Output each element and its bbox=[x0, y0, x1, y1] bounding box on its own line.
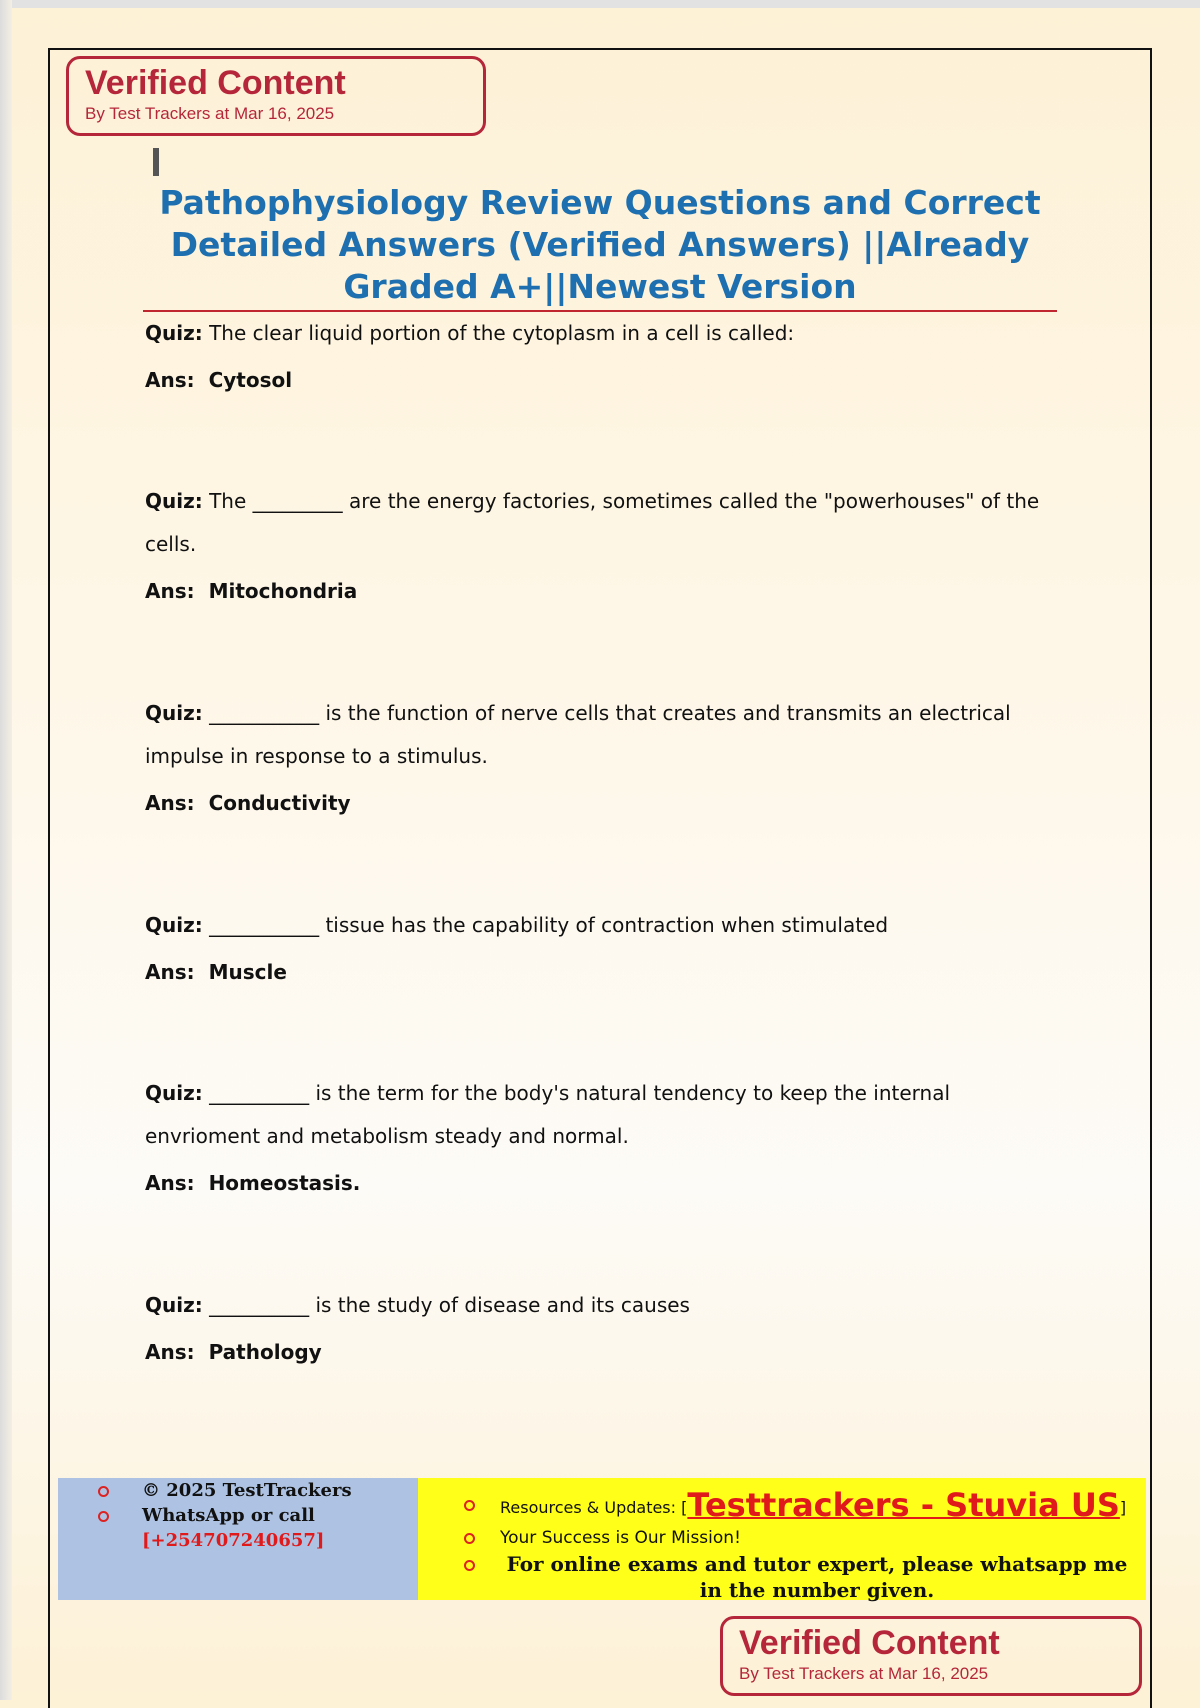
mission-line bbox=[464, 1525, 1134, 1551]
quiz-question bbox=[145, 1072, 1045, 1158]
qa-item bbox=[145, 480, 1045, 606]
answer bbox=[145, 788, 1045, 818]
footer-contact-panel bbox=[58, 1478, 418, 1600]
question-text: The clear liquid portion of the cytoplasm in a cell is called: bbox=[209, 321, 795, 345]
tutor-line bbox=[464, 1551, 1134, 1603]
phone-number[interactable]: [+254707240657] bbox=[142, 1530, 325, 1551]
answer-text: Conductivity bbox=[208, 791, 351, 815]
question-text: __________ is the study of disease and its causes bbox=[209, 1293, 690, 1317]
ans-label: Ans: bbox=[145, 1340, 195, 1364]
resources-label: Resources & Updates: [ bbox=[500, 1498, 688, 1517]
bullet-circle-icon bbox=[464, 1560, 475, 1571]
answer bbox=[145, 1168, 1045, 1198]
text-cursor-icon bbox=[153, 148, 159, 176]
quiz-label: Quiz: bbox=[145, 321, 203, 345]
quiz-question bbox=[145, 480, 1045, 566]
stamp-subtitle: By Test Trackers at Mar 16, 2025 bbox=[85, 104, 335, 123]
stamp-title: Verified Content bbox=[739, 1624, 1000, 1662]
footer-resources-panel bbox=[418, 1478, 1146, 1600]
quiz-question bbox=[145, 312, 1045, 355]
tutor-text: For online exams and tutor expert, please whatsapp me in the number given. bbox=[506, 1552, 1128, 1602]
copyright-text: © 2025 TestTrackers bbox=[142, 1480, 352, 1501]
answer bbox=[145, 957, 1045, 987]
whatsapp-line bbox=[98, 1503, 352, 1528]
quiz-label: Quiz: bbox=[145, 701, 203, 725]
ans-label: Ans: bbox=[145, 579, 195, 603]
quiz-question bbox=[145, 692, 1045, 778]
verified-stamp-top bbox=[66, 56, 486, 136]
stamp-subtitle: By Test Trackers at Mar 16, 2025 bbox=[739, 1664, 989, 1683]
stamp-title: Verified Content bbox=[85, 64, 346, 102]
qa-item bbox=[145, 692, 1045, 818]
bullet-circle-icon bbox=[464, 1533, 475, 1544]
bullet-circle-icon bbox=[98, 1486, 109, 1497]
question-text: ___________ tissue has the capability of contraction when stimulated bbox=[209, 913, 889, 937]
quiz-label: Quiz: bbox=[145, 489, 203, 513]
resources-close: ] bbox=[1119, 1498, 1127, 1517]
whatsapp-label: WhatsApp or call bbox=[142, 1505, 315, 1526]
quiz-question bbox=[145, 904, 1045, 947]
viewer-top-edge bbox=[0, 0, 1200, 8]
question-text: The _________ are the energy factories, sometimes called the "powerhouses" of the cells. bbox=[145, 489, 1040, 556]
copyright-line bbox=[98, 1478, 352, 1503]
stuvia-link[interactable]: Testtrackers - Stuvia US bbox=[687, 1486, 1120, 1524]
answer-text: Muscle bbox=[208, 960, 287, 984]
quiz-label: Quiz: bbox=[145, 1293, 203, 1317]
quiz-label: Quiz: bbox=[145, 913, 203, 937]
resources-line bbox=[464, 1488, 1134, 1525]
mission-text: Your Success is Our Mission! bbox=[500, 1528, 741, 1548]
document-title: Pathophysiology Review Questions and Correct Detailed Answers (Verified Answers) ||Already Graded A+||Newest Version bbox=[159, 183, 1041, 306]
answer-text: Homeostasis. bbox=[208, 1171, 361, 1195]
ans-label: Ans: bbox=[145, 1171, 195, 1195]
quiz-question bbox=[145, 1284, 1045, 1327]
phone-line[interactable] bbox=[98, 1528, 352, 1553]
answer bbox=[145, 576, 1045, 606]
question-text: __________ is the term for the body's natural tendency to keep the internal envrioment and metabolism steady and normal. bbox=[145, 1081, 951, 1148]
bullet-circle-icon bbox=[98, 1511, 109, 1522]
answer-text: Cytosol bbox=[208, 368, 293, 392]
answer-text: Pathology bbox=[208, 1340, 322, 1364]
bullet-circle-icon bbox=[464, 1500, 475, 1511]
ans-label: Ans: bbox=[145, 960, 195, 984]
answer bbox=[145, 1337, 1045, 1367]
question-text: ___________ is the function of nerve cells that creates and transmits an electrical impulse in response to a stimulus. bbox=[145, 701, 1011, 768]
viewer-left-edge bbox=[0, 0, 12, 1700]
qa-item bbox=[145, 904, 1045, 987]
qa-item bbox=[145, 312, 1045, 395]
answer-text: Mitochondria bbox=[208, 579, 358, 603]
quiz-label: Quiz: bbox=[145, 1081, 203, 1105]
ans-label: Ans: bbox=[145, 791, 195, 815]
ans-label: Ans: bbox=[145, 368, 195, 392]
verified-stamp-bottom bbox=[720, 1616, 1142, 1696]
qa-item bbox=[145, 1072, 1045, 1198]
qa-item bbox=[145, 1284, 1045, 1367]
answer bbox=[145, 365, 1045, 395]
